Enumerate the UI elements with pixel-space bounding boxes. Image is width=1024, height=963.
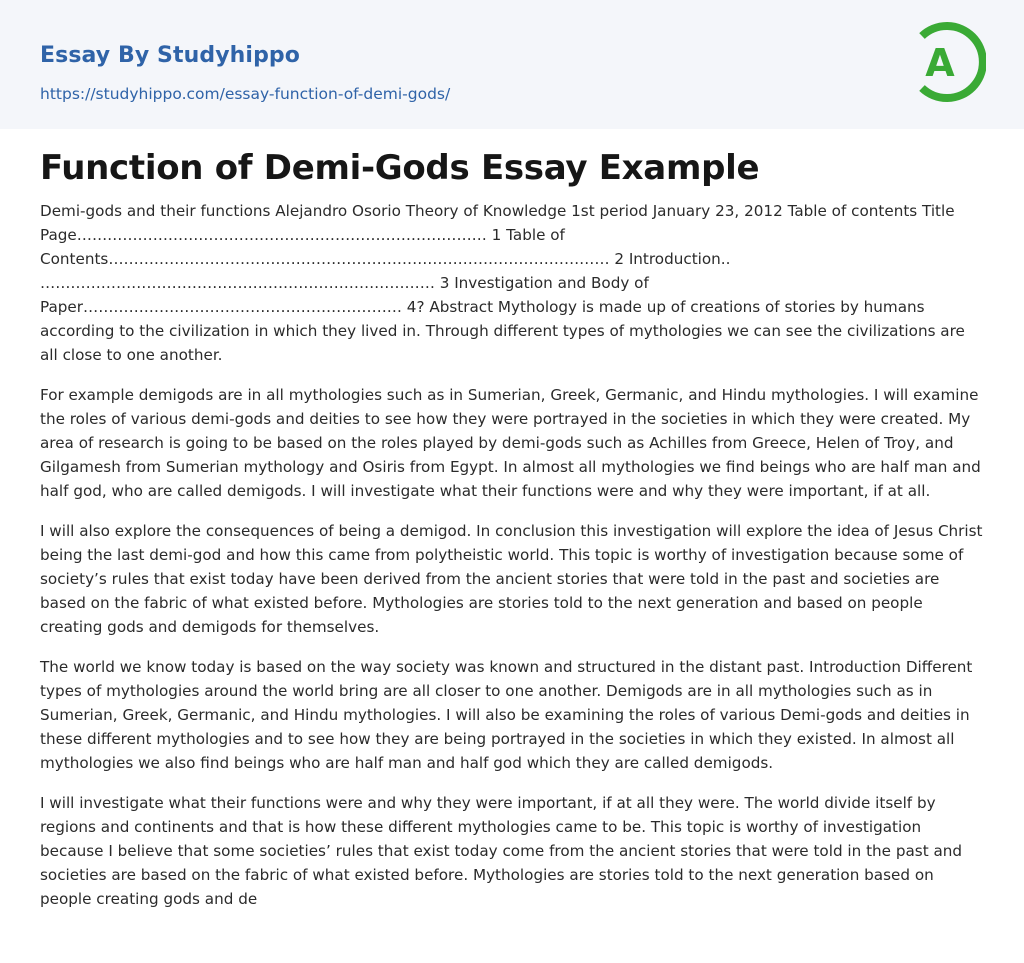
site-header (0, 0, 1024, 129)
article-title: Function of Demi-Gods Essay Example (40, 148, 760, 188)
article-paragraph: The world we know today is based on the way society was known and structured in the distant past. Introduction Different types of mythologies around the world bring are all closer to one another. Demigods are in all mythologies such as in Sumerian, Greek, Germanic, and Hindu mythologies. I will also be examining the roles of various Demi-gods and deities in these different mythologies and to see how they are being portrayed in the societies in which they existed. In almost all mythologies we also find beings who are half man and half god which they are called demigods. (40, 658, 973, 772)
article-paragraph: I will also explore the consequences of being a demigod. In conclusion this investigation will explore the idea of Jesus Christ being the last demi-god and how this came from polytheistic world. This topic is worthy of investigation because some of society’s rules that exist today have been derived from the ancient stories that were told in the past and societies are based on the fabric of what existed before. Mythologies are stories told to the next generation and based on people creating gods and demigods for themselves. (40, 522, 983, 636)
article-paragraph: For example demigods are in all mythologies such as in Sumerian, Greek, Germanic, and Hindu mythologies. I will examine the roles of various demi-gods and deities to see how they were portrayed in the societies in which they were created. My area of research is going to be based on the roles played by demi-gods such as Achilles from Greece, Helen of Troy, and Gilgamesh from Sumerian mythology and Osiris from Egypt. In almost all mythologies we find beings who are half man and half god, who are called demigods. I will investigate what their functions were and why they were important, if at all. (40, 386, 981, 500)
studyhippo-logo-icon[interactable] (912, 20, 986, 104)
article-content (40, 144, 984, 927)
article-paragraph: I will investigate what their functions were and why they were important, if at all they were. The world divide itself by regions and continents and that is how these different mythologies came to be. This topic is worthy of investigation because I believe that some societies’ rules that exist today come from the ancient stories that were told in the past and societies are based on the fabric of what existed before. Mythologies are stories told to the next generation based on people creating gods and de (40, 794, 963, 908)
article-paragraph: Demi-gods and their functions Alejandro Osorio Theory of Knowledge 1st period January 23, 2012 Table of contents Title Page……………………………………………………………………… 1 Table of Contents……………………………………………………………………………………… 2 Introduction.. …………………………………………………………………… 3 Investigation and Body of Paper……………………………………………………… 4? Abstract Mythology is made up of creations of stories by humans according to the civilization in which they lived in. Through different types of mythologies we can see the civilizations are all close to one another. (40, 202, 965, 364)
logo-letter: A (925, 41, 955, 85)
essay-url-link[interactable]: https://studyhippo.com/essay-function-of-demi-gods/ (40, 85, 451, 103)
site-brand[interactable]: Essay By Studyhippo (40, 43, 300, 68)
